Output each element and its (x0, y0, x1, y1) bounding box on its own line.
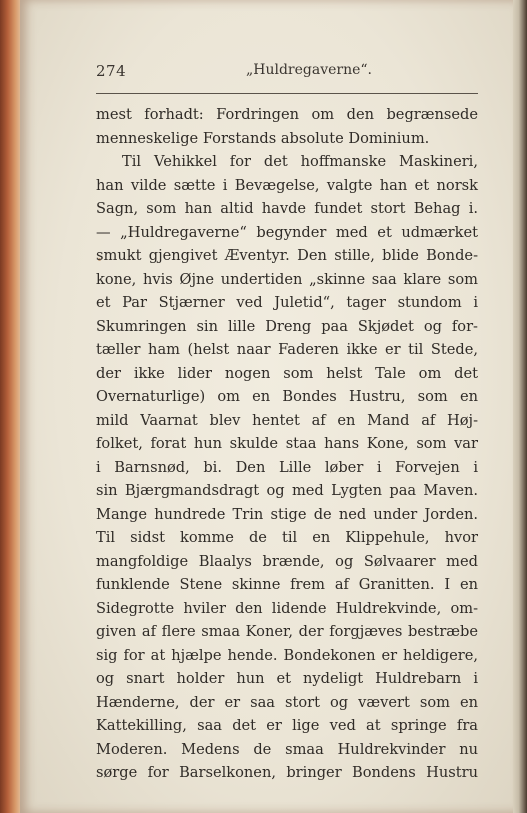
book-spine-edge (0, 0, 22, 813)
text-line: Overnaturlige) om en Bondes Hustru, som en (96, 388, 478, 405)
text-line: mest forhadt: Fordringen om den begrænsede (96, 106, 478, 123)
text-line: kone, hvis Øjne undertiden „skinne saa klare som (96, 270, 478, 288)
text-line: Skumringen sin lille Dreng paa Skjødet og for- (96, 317, 478, 335)
text-line: smukt gjengivet Æventyr. Den stille, blide Bonde- (96, 247, 478, 264)
text-line: Moderen. Medens de smaa Huldrekvinder nu (96, 740, 478, 758)
text-line: Sidegrotte hviler den lidende Huldrekvinde, om- (96, 599, 478, 617)
text-line: sin Bjærgmandsdragt og med Lygten paa Maven. (96, 482, 478, 499)
text-line: Hænderne, der er saa stort og vævert som en (96, 693, 478, 711)
running-title: „Huldregaverne“. (246, 62, 372, 78)
page-stack-edge (513, 0, 527, 813)
text-line: — „Huldregaverne“ begynder med et udmærket (96, 223, 478, 241)
text-line: og snart holder hun et nydeligt Huldrebarn i (96, 670, 478, 687)
text-line: sørge for Barselkonen, bringer Bondens Hustru (96, 764, 478, 781)
text-line: han vilde sætte i Bevægelse, valgte han et norsk (96, 176, 478, 194)
text-line: Kattekilling, saa det er lige ved at springe fra (96, 717, 478, 734)
text-line: mangfoldige Blaalys brænde, og Sølvaarer med (96, 552, 478, 570)
running-header (96, 62, 478, 84)
body-text (96, 103, 478, 785)
text-line: Til Vehikkel for det hoffmanske Maskineri, (122, 153, 478, 170)
text-line: et Par Stjærner ved Juletid“, tager stundom i (96, 294, 478, 311)
text-line: menneskelige Forstands absolute Dominium. (96, 129, 430, 147)
text-line: folket, forat hun skulde staa hans Kone, som var (96, 435, 478, 452)
text-line: Sagn, som han altid havde fundet stort Behag i. (96, 200, 478, 217)
text-line: funklende Stene skinne frem af Granitten. I en (96, 576, 478, 593)
page-number: 274 (96, 62, 127, 80)
text-line: given af flere smaa Koner, der forgjæves bestræbe (96, 623, 478, 640)
text-line: Mange hundrede Trin stige de ned under Jorden. (96, 505, 478, 523)
text-line: der ikke lider nogen som helst Tale om det (96, 364, 478, 382)
text-line: tæller ham (helst naar Faderen ikke er til Stede, (96, 341, 478, 358)
text-line: i Barnsnød, bi. Den Lille løber i Forvejen i (96, 458, 478, 476)
text-line: Til sidst komme de til en Klippehule, hvor (96, 529, 478, 546)
text-line: mild Vaarnat blev hentet af en Mand af Høj- (96, 411, 478, 429)
header-rule (96, 93, 478, 94)
text-line: sig for at hjælpe hende. Bondekonen er heldigere, (96, 646, 478, 664)
